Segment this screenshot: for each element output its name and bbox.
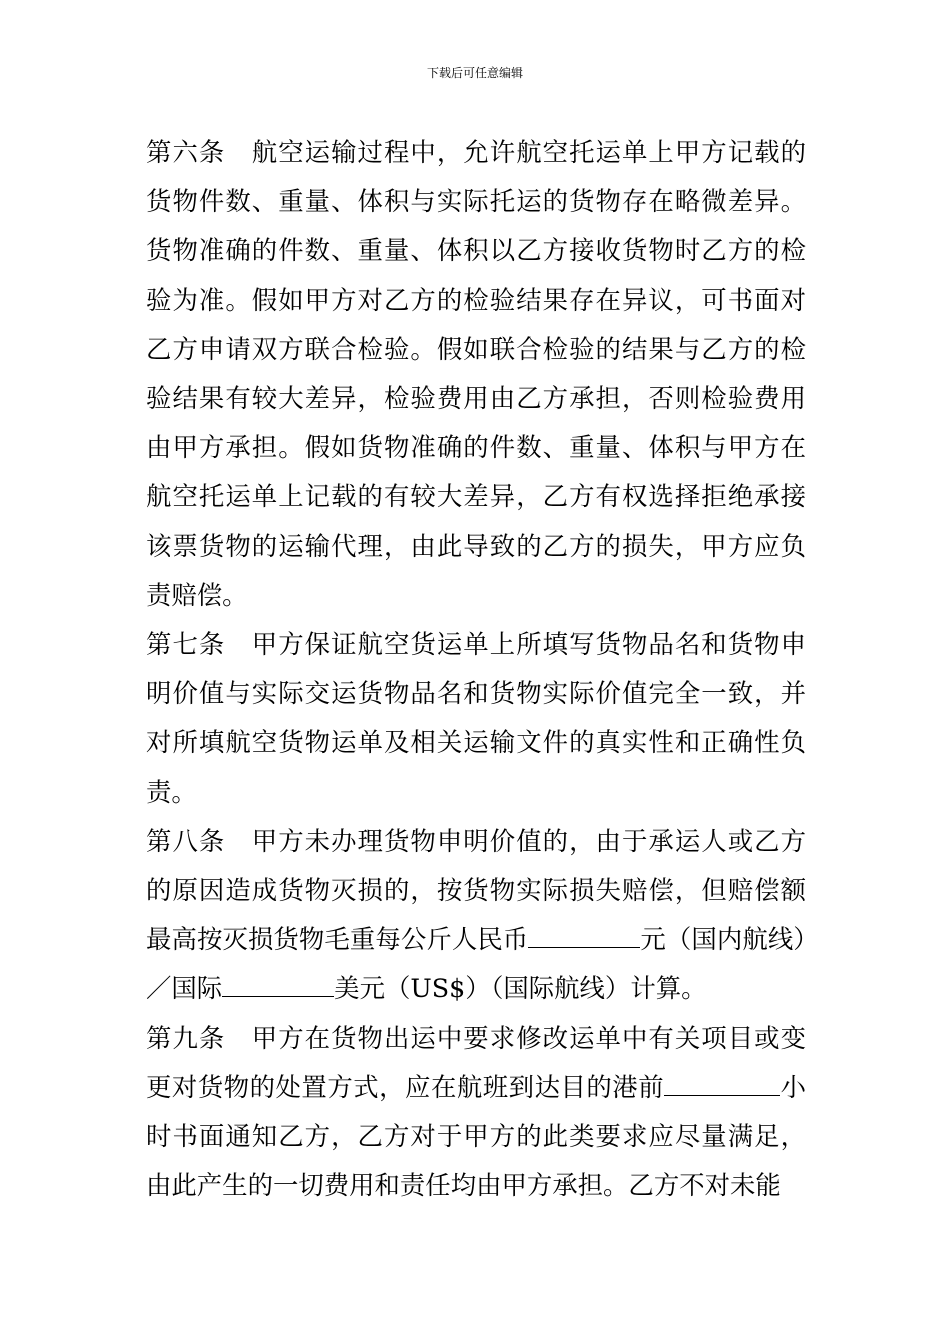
rmb-amount-blank — [528, 922, 640, 948]
article-7: 第七条 甲方保证航空货运单上所填写货物品名和货物申明价值与实际交运货物品名和货物实际价值完全一致，并对所填航空货物运单及相关运输文件的真实性和正确性负责。 — [146, 629, 806, 807]
page-header-note: 下载后可任意编辑 — [426, 66, 523, 80]
article-8-text-2: 元（国内航线）／国际 — [146, 924, 806, 1004]
document-body — [146, 128, 806, 1210]
article-8-text-3: 美元（US$）（国际航线）计算。 — [334, 973, 707, 1004]
article-8-text-1: 第八条 甲方未办理货物申明价值的，由于承运人或乙方的原因造成货物灭损的，按货物实际损失赔偿，但赔偿额最高按灭损货物毛重每公斤人民币 — [146, 825, 806, 955]
usd-amount-blank — [222, 971, 334, 997]
hours-blank — [664, 1069, 780, 1095]
article-9-text-1: 第九条 甲方在货物出运中要求修改运单中有关项目或变更对货物的处置方式，应在航班到达目的港前 — [146, 1022, 806, 1102]
article-6: 第六条 航空运输过程中，允许航空托运单上甲方记载的货物件数、重量、体积与实际托运的货物存在略微差异。货物准确的件数、重量、体积以乙方接收货物时乙方的检验为准。假如甲方对乙方的检验结果存在异议，可书面对乙方申请双方联合检验。假如联合检验的结果与乙方的检验结果有较大差异，检验费用由乙方承担，否则检验费用由甲方承担。假如货物准确的件数、重量、体积与甲方在航空托运单上记载的有较大差异，乙方有权选择拒绝承接该票货物的运输代理，由此导致的乙方的损失，甲方应负责赔偿。 — [146, 137, 806, 610]
article-8 — [146, 817, 806, 1014]
article-9-text-2: 小时书面通知乙方，乙方对于甲方的此类要求应尽量满足，由此产生的一切费用和责任均由甲方承担。乙方不对未能 — [146, 1071, 807, 1201]
article-9 — [146, 1014, 806, 1211]
